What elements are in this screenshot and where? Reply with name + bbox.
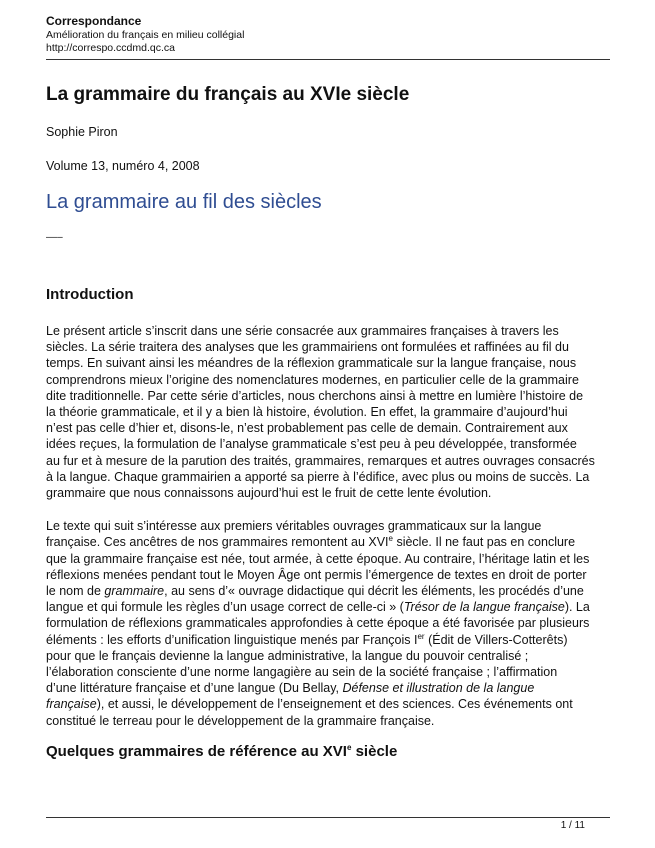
intro-heading: Introduction xyxy=(46,286,134,303)
text-line: langue et qui formule les règles d’un usage correct de celle-ci » (Trésor de la langue française). La xyxy=(46,600,590,615)
series-title: La grammaire au fil des siècles xyxy=(46,191,322,213)
text-line: comprendrons mieux l’origine des nomenclatures modernes, en particulier celle de la grammaire xyxy=(46,372,579,387)
text-line: le nom de grammaire, au sens d’« ouvrage didactique qui décrit les éléments, les procédés d’une xyxy=(46,584,584,599)
text-line: réflexions menées pendant tout le Moyen Âge ont permis l’émergence de textes en droit de porter xyxy=(46,567,587,582)
journal-name: Correspondance xyxy=(46,14,142,28)
page-header xyxy=(46,14,610,55)
text-line: dite traditionnelle. Par cette série d’articles, nous cherchons ainsi à mettre en lumière l’histoire de xyxy=(46,388,584,403)
text-line: l’élaboration consciente d’une norme langagière au sein de la société française ; l’affirmation xyxy=(46,665,558,680)
separator-dash: ––– xyxy=(46,232,63,243)
text-line: à la langue. Chaque grammairien a apporté sa pierre à l’édifice, avec plus ou moins de succès. La xyxy=(46,469,590,484)
intro-paragraph-2 xyxy=(46,518,612,729)
journal-subtitle: Amélioration du français en milieu collégial xyxy=(46,29,245,41)
article-author: Sophie Piron xyxy=(46,125,118,139)
text-line: Le texte qui suit s’intéresse aux premiers véritables ouvrages grammaticaux sur la langue xyxy=(46,519,542,534)
article-title: La grammaire du français au XVIe siècle xyxy=(46,84,410,105)
text-line: Le présent article s’inscrit dans une série consacrée aux grammaires françaises à travers les xyxy=(46,324,559,338)
header-divider xyxy=(46,59,610,60)
text-line: française. Ces ancêtres de nos grammaires remontent au XVIe siècle. Il ne faut pas en conclure xyxy=(46,534,576,550)
intro-paragraph-1 xyxy=(46,323,612,501)
text-line: pour que le français devienne la langue administrative, la langue du pouvoir centralisé ; xyxy=(46,648,529,663)
text-line: constitué le terreau pour le développement de la grammaire française. xyxy=(46,713,435,728)
text-line: idées reçues, la formulation de l’analyse grammaticale s’est peu à peu développée, transformée xyxy=(46,437,577,452)
text-line: siècles. La série traitera des analyses que les grammairiens ont formulées et raffinées au fil du xyxy=(46,340,569,355)
text-line: formulation de réflexions grammaticales approfondies à cette époque a été favorisée par plusieurs xyxy=(46,616,590,631)
text-line: la théorie grammaticale, et il y a bien là histoire, évolution. En effet, la grammaire d’aujourd’hui xyxy=(46,405,568,420)
text-line: au fur et à mesure de la parution des traités, grammaires, remarques et autres ouvrages consacrés xyxy=(46,453,595,468)
text-line: éléments : les efforts d’unification linguistique menés par François Ier (Édit de Villers-Cotterêts) xyxy=(46,631,568,647)
text-line: n’est pas celle d’hier et, disons-le, n’est probablement pas celle de demain. Contrairement aux xyxy=(46,421,568,436)
text-line: temps. En suivant ainsi les méandres de la réflexion grammaticale sur la langue française, nous xyxy=(46,356,577,371)
text-line: française), et aussi, le développement de l’enseignement et des sciences. Ces événements ont xyxy=(46,697,573,712)
section2-heading: Quelques grammaires de référence au XVIe siècle xyxy=(46,742,398,760)
text-line: grammaire que nous connaissons aujourd’hui est le fruit de cette lente évolution. xyxy=(46,486,492,501)
text-line: que la grammaire française est née, tout armée, à cette époque. Au contraire, l’héritage latin et les xyxy=(46,551,590,566)
page-number: 1 / 11 xyxy=(560,820,585,831)
journal-url[interactable]: http://correspo.ccdmd.qc.ca xyxy=(46,42,175,54)
text-line: d’une littérature française et d’une langue (Du Bellay, Défense et illustration de la langue xyxy=(46,681,535,696)
footer-divider xyxy=(46,817,610,818)
article-volume: Volume 13, numéro 4, 2008 xyxy=(46,159,200,173)
article-body xyxy=(46,84,612,761)
